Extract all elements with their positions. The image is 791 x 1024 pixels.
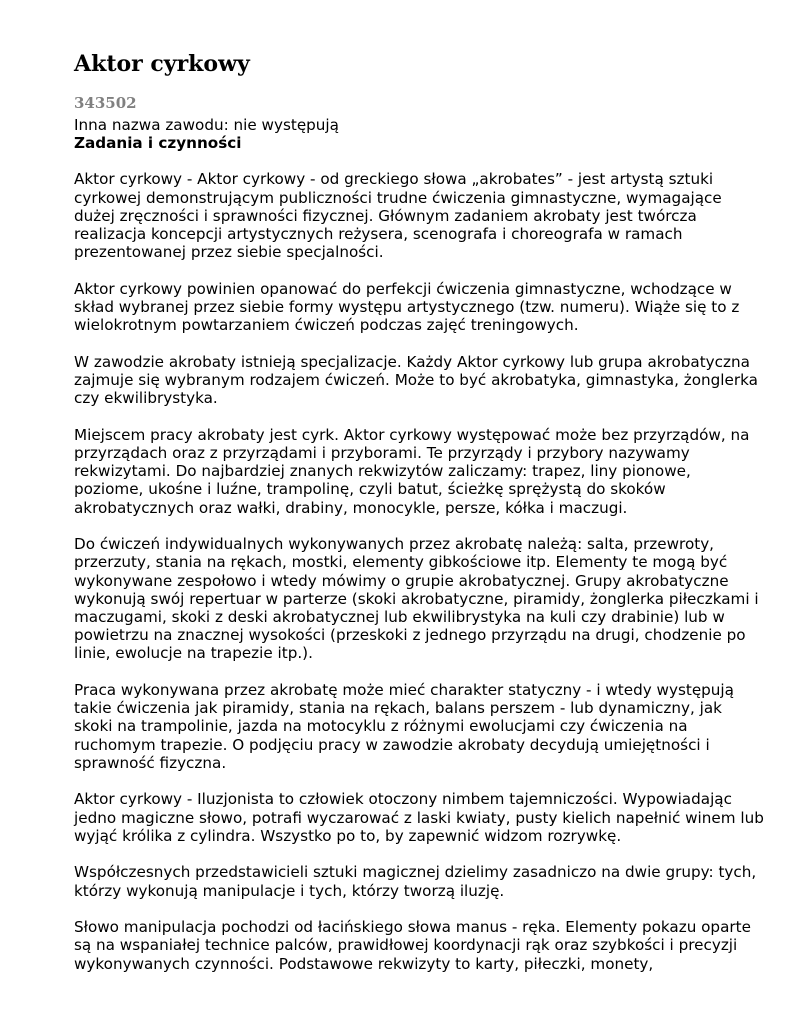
paragraph-2: Aktor cyrkowy powinien opanować do perfekcji ćwiczenia gimnastyczne, wchodzące w skład wybranej przez siebie formy występu artystycznego (tzw. numeru). Wiąże się to z wielokrotnym powtarzaniem ćwiczeń podczas zajęć treningowych. — [74, 279, 740, 335]
section-heading: Zadania i czynności — [74, 134, 242, 153]
paragraph-9: Słowo manipulacja pochodzi od łacińskiego słowa manus - ręka. Elementy pokazu oparte są na wspaniałej technice palców, prawidłowej koordynacji rąk oraz szybkości i precyzji wykonywanych czynności. Podstawowe rekwizyty to karty, piłeczki, monety, — [74, 918, 751, 973]
paragraph-6: Praca wykonywana przez akrobatę może mieć charakter statyczny - i wtedy występują takie ćwiczenia jak piramidy, stania na rękach, balans perszem - lub dynamiczny, jak skoki na trampolinie, jazda na motocyklu z różnymi ewolucjami czy ćwiczenia na ruchomym trapezie. O podjęciu pracy w zawodzie akrobaty decydują umiejętności i sprawność fizyczna. — [74, 681, 734, 772]
page-title: Aktor cyrkowy — [74, 51, 250, 77]
paragraph-4: Miejscem pracy akrobaty jest cyrk. Aktor cyrkowy występować może bez przyrządów, na przyrządach oraz z przyrządami i przyborami. Te przyrządy i przybory nazywamy rekwizytami. Do najbardziej znanych rekwizytów zaliczamy: trapez, liny pionowe, poziome, ukośne i luźne, trampolinę, czyli batut, ścieżkę sprężystą do skoków akrobatycznych oraz wałki, drabiny, monocykle, persze, kółka i maczugi. — [74, 425, 750, 517]
alternative-name: Inna nazwa zawodu: nie występują — [74, 116, 339, 134]
paragraph-3: W zawodzie akrobaty istnieją specjalizacje. Każdy Aktor cyrkowy lub grupa akrobatyczna zajmuje się wybranym rodzajem ćwiczeń. Może to być akrobatyka, gimnastyka, żonglerka czy ekwilibrystyka. — [74, 352, 758, 408]
paragraph-1: Aktor cyrkowy - Aktor cyrkowy - od greckiego słowa „akrobates” - jest artystą sztuki cyrkowej demonstrującym publiczności trudne ćwiczenia gimnastyczne, wymagające dużej zręczności i sprawności fizycznej. Głównym zadaniem akrobaty jest twórcza realizacja koncepcji artystycznych reżysera, scenografa i choreografa w ramach prezentowanej przez siebie specjalności. — [74, 170, 722, 262]
paragraph-7: Aktor cyrkowy - Iluzjonista to człowiek otoczony nimbem tajemniczości. Wypowiadając jedno magiczne słowo, potrafi wyczarować z laski kwiaty, pusty kielich napełnić winem lub wyjąć królika z cylindra. Wszystko po to, by zapewnić widzom rozrywkę. — [74, 790, 764, 845]
paragraph-8: Współczesnych przedstawicieli sztuki magicznej dzielimy zasadniczo na dwie grupy: tych, którzy wykonują manipulacje i tych, którzy tworzą iluzję. — [74, 863, 757, 900]
occupation-code: 343502 — [74, 94, 137, 112]
document-page — [74, 50, 764, 991]
paragraph-5: Do ćwiczeń indywidualnych wykonywanych przez akrobatę należą: salta, przewroty, przerzuty, stania na rękach, mostki, elementy gibkościowe itp. Elementy te mogą być wykonywane zespołowo i wtedy mówimy o grupie akrobatycznej. Grupy akrobatyczne wykonują swój repertuar w parterze (skoki akrobatyczne, piramidy, żonglerka piłeczkami i maczugami, skoki z deski akrobatycznej lub ekwilibrystyka na kuli czy drabinie) lub w powietrzu na znacznej wysokości (przeskoki z jednego przyrządu na drugi, chodzenie po linie, ewolucje na trapezie itp.). — [74, 535, 759, 663]
